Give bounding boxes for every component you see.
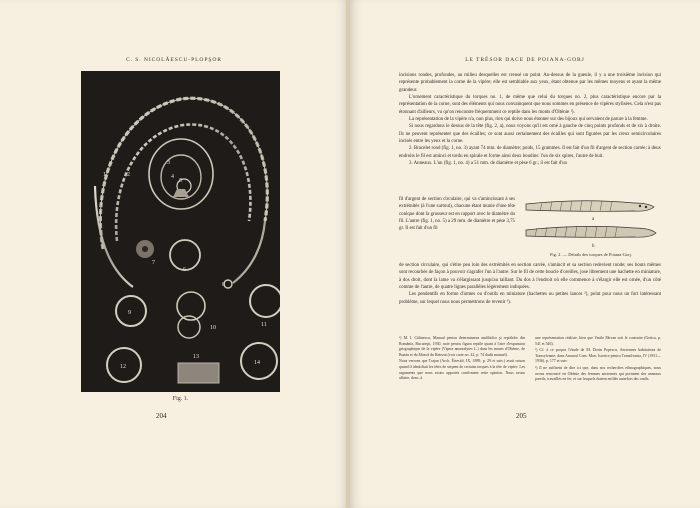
body-text-lower (399, 262, 661, 306)
object-label: 1 (103, 172, 106, 178)
left-page (0, 0, 348, 508)
ring-11 (250, 285, 280, 317)
torque-head-a (526, 201, 654, 212)
footnote: Nous verrons que Trajan (Arch. Értesítő, IX, 1889, p. 29 et suiv.) avait raison quand il identifiait les têtes de serpent de certains torques à la tête de vipère. Les arguments que nous avons apportés confirment cette opinion. Nous avons affaire, donc, à (399, 359, 525, 381)
footnotes-column-left (399, 336, 525, 383)
treasure-photo (81, 71, 280, 392)
ring-6 (170, 240, 200, 270)
object-label: 11 (261, 322, 267, 328)
object-label: 9 (128, 310, 131, 316)
footnote: ¹) M. I. Călinescu, Manual pentru determinarea amfibiilor şi reptilelor din România, Bucureşti, 1930, note pentru figura reptile quant à l'aire d'expansion géographique de la vipère (Vipera ammodytes L.) dans les monts d'Olténie, de Buzău et du Massif du Retezat (voir carte no. 42, p. 74 dudit manuel). (399, 336, 525, 357)
paragraph: Si nous regardons le dessus de la tête (fig. 2, a), nous voyons qu'il est orné à gauche de cinq points profonds et de six à droite. Ils ne peuvent représenter que des écailles; ce sont aussi certainement des écailles qui sont figurées par les creux semicirculaires incisés entre les yeux et la corne. (399, 124, 661, 145)
paragraph: 2. Bracelet rond (fig. 1, no. 3) ayant 74 mm. de diamètre; poids, 15 grammes. Il est fait d'un fil d'argent de section carrée; à deux endroits le fil est aminci et tordu en spirale et forme ainsi deux boudins: l'un de six spires, l'autre de huit. (399, 146, 661, 159)
object-label: 5 (179, 178, 182, 184)
axe-pendant (173, 189, 189, 197)
object-label: 6 (183, 267, 186, 273)
running-head-left: C. S. NICOLĂESCU-PLOPŞOR (126, 57, 222, 63)
torque-2 (116, 124, 250, 241)
footnote: ²) Cf. à ce propos l'étude de M. Dorin Popescu, Anciennes habitations de Transylvanie, dans Anuarul Com. Mon. Istorice pentru Transilvania, IV (1931—1936), p. 177 et suiv. (535, 348, 661, 364)
figure-1-caption: Fig. 1. (172, 396, 189, 402)
figure-2-label-b: b (592, 244, 595, 249)
object-label: 4 (171, 174, 174, 180)
paragraph: 3. Anneaux. L'un (fig. 1, no. 4) a 51 mm. de diamètre et pèse 6 gr.; il est fait d'un (409, 161, 567, 167)
paragraph: incisions rondes, profondes, au milieu desquelles est creusé un point. Au-dessus de la gueule, il y a une troisième incision qui représente probablement la corne de la vipère; elle est semblable aux yeux, étant obtenue par les mêmes moyens et ayant la même grandeur. (399, 73, 661, 93)
footnote: ³) Il ne suffisent de dire ici que, dans nos recherches ethnographiques, nous avons rencontré en Olténie des femmes anciennes qui portaient des anneaux pareils, travaillés en fer, et sur lesquels étaient enfilés autrefois des outils. (535, 365, 661, 382)
plaque-13 (178, 363, 219, 383)
torque-head-b (526, 226, 656, 237)
body-text-top (399, 72, 661, 167)
figure-2-caption: Fig. 2. — Détails des torques de Poiana-Gorj. (549, 252, 633, 257)
paragraph: L'ornement caractéristique du torques no. 1, de même que celui du torques no. 2, plus caractéristique encore par la représentation de la corne, sont des éléments qui nous convainquent que nous sommes en présence de vipères stylisées. Cela n'est pas étonnant d'ailleurs, vu qu'on rencontre fréquemment ce reptile dans les monts d'Olténie ¹). (399, 95, 661, 115)
paragraph: fil d'argent de section circulaire, qui va s'amincissant à ses extrémités (à l'une surtout), chacune étant munie d'une tête conique dont la grosseur est en rapport avec le diamètre du fil. L'autre (fig. 1, no. 5) a 29 mm. de diamètre et pèse 3,75 gr. Il est fait d'un fil (399, 197, 515, 232)
running-head-right: LE TRÉSOR DACE DE POIANA-GORJ (465, 57, 585, 63)
object-label: 12 (120, 364, 126, 370)
footnotes-column-right (535, 336, 661, 384)
ring-9 (116, 296, 146, 326)
footnotes (399, 336, 661, 404)
page-number-right: 205 (516, 412, 527, 420)
figure-1-photo-plate (81, 71, 280, 392)
page-number-left: 204 (156, 412, 167, 420)
object-label: 2 (127, 172, 130, 178)
figure-2-drawing (522, 190, 660, 250)
object-label: 7 (152, 260, 155, 266)
paragraph: Les pendentifs en forme d'armes ou d'outils en miniature (hachettes ou petites lances ²), polut pour nous un fort intéressant problème, sur lequel nous nous permettrons de revenir ³). (399, 292, 661, 305)
right-page (350, 0, 700, 508)
object-label: 8 (222, 282, 225, 288)
footnote: une représentation réaliste, bien que Vasile Pârvan soit le contraire (Getica, p. 541 et 546). (535, 336, 661, 346)
paragraph: La représentation de la vipère n'a, non plus, rien qui doive nous étonner sur des bijoux qui servaient de parure à la femme. (409, 117, 648, 123)
torque-detail-drawing (522, 190, 660, 250)
figure-2-label-a: a (592, 217, 595, 222)
body-text-beside-figure (399, 196, 515, 233)
object-label: 3 (167, 160, 170, 166)
object-label: 10 (210, 325, 216, 331)
object-label: 13 (193, 354, 199, 360)
ring-8 (224, 280, 232, 288)
object-label: 14 (254, 360, 260, 366)
paragraph: de section circulaire, qui s'étire peu loin des extrémités en section carrée, s'amincit et sa section redevient ronde; ses bouts mêmes sont recourbés de façon à pouvoir s'agrafer l'un à l'autre. Sur le fil de cette boucle d'oreilles, jose librement une hachette en miniature, à dos droit, dont la lame va s'élargissant jusqu'au taillant. Du dos à l'endroit où elle commence à s'élargir elle est ornée, d'un côté comme de l'autre, de quatre lignes parallèles légèrement indiquées. (399, 263, 661, 291)
